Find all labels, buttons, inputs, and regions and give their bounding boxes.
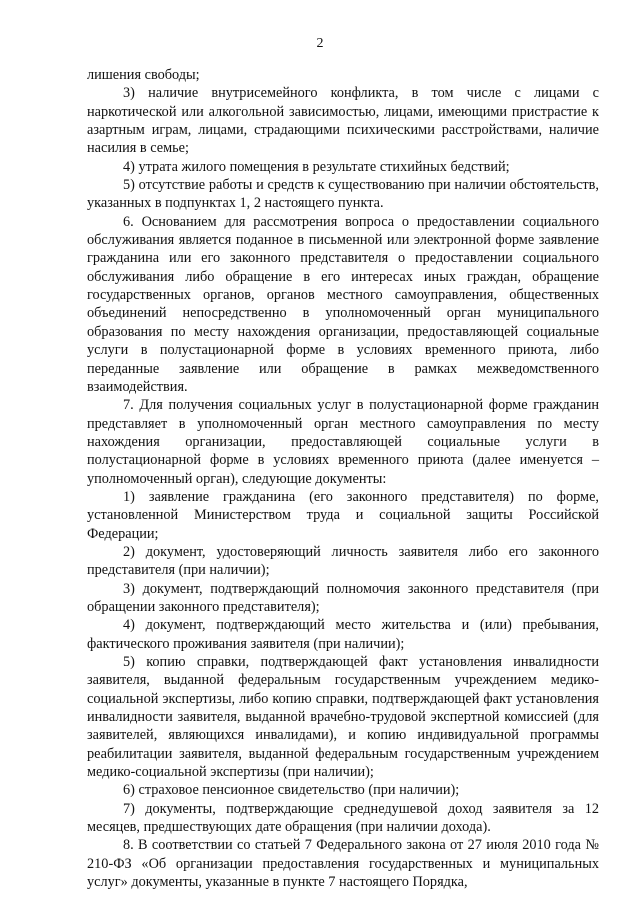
paragraph: 5) отсутствие работы и средств к существованию при наличии обстоятельств, указанных в подпунктах 1, 2 настоящего пункта.	[87, 177, 599, 212]
paragraph: 6) страховое пенсионное свидетельство (при наличии);	[123, 782, 460, 799]
paragraph: 8. В соответствии со статьей 7 Федерального закона от 27 июля 2010 года № 210-ФЗ «Об организации предоставления государственных и муниципальных услуг» документы, указанные в пункте 7 настоящего Порядка,	[87, 837, 599, 891]
document-body	[87, 66, 599, 891]
page-number: 2	[316, 36, 324, 51]
paragraph: 4) утрата жилого помещения в результате стихийных бедствий;	[123, 158, 510, 175]
paragraph: лишения свободы;	[87, 67, 200, 83]
paragraph: 2) документ, удостоверяющий личность заявителя либо его законного представителя (при наличии);	[87, 543, 599, 579]
paragraph: 3) документ, подтверждающий полномочия законного представителя (при обращении законного представителя);	[87, 580, 599, 615]
paragraph: 6. Основанием для рассмотрения вопроса о предоставлении социального обслуживания является поданное в письменной или электронной форме заявление гражданина или его законного представителя о предоставлении социального обслуживания либо обращение в его интересах иных граждан, обращение государственных органов, органов местного самоуправления, общественных объединений непосредственно в уполномоченный орган муниципального образования по месту нахождения организации, предоставляющей социальные услуги в полустационарной форме в условиях временного приюта, либо переданные заявление или обращение в рамках межведомственного взаимодействия.	[87, 213, 599, 395]
paragraph: 1) заявление гражданина (его законного представителя) по форме, установленной Министерством труда и социальной защиты Российской Федерации;	[87, 488, 599, 542]
paragraph: 7) документы, подтверждающие среднедушевой доход заявителя за 12 месяцев, предшествующих дате обращения (при наличии дохода).	[87, 800, 599, 836]
paragraph: 5) копию справки, подтверждающей факт установления инвалидности заявителя, выданной федеральным государственным учреждением медико-социальной экспертизы, либо копию справки, подтверждающей факт установления инвалидности заявителя, выданной врачебно-трудовой экспертной комиссией (для заявителей, являющихся инвалидами), и копию индивидуальной программы реабилитации заявителя, выданной федеральным государственным учреждением медико-социальной экспертизы (при наличии);	[87, 654, 599, 781]
paragraph: 3) наличие внутрисемейного конфликта, в том числе с лицами с наркотической или алкогольной зависимостью, лицами, имеющими пристрастие к азартным играм, лицами, страдающими психическими расстройствами, наличие насилия в семье;	[87, 85, 599, 157]
paragraph: 7. Для получения социальных услуг в полустационарной форме гражданин представляет в уполномоченный орган местного самоуправления по месту нахождения организации, предоставляющей социальные услуги в полустационарной форме в условиях временного приюта (далее именуется – уполномоченный орган), следующие документы:	[87, 397, 599, 487]
paragraph: 4) документ, подтверждающий место жительства и (или) пребывания, фактического проживания заявителя (при наличии);	[87, 617, 599, 652]
